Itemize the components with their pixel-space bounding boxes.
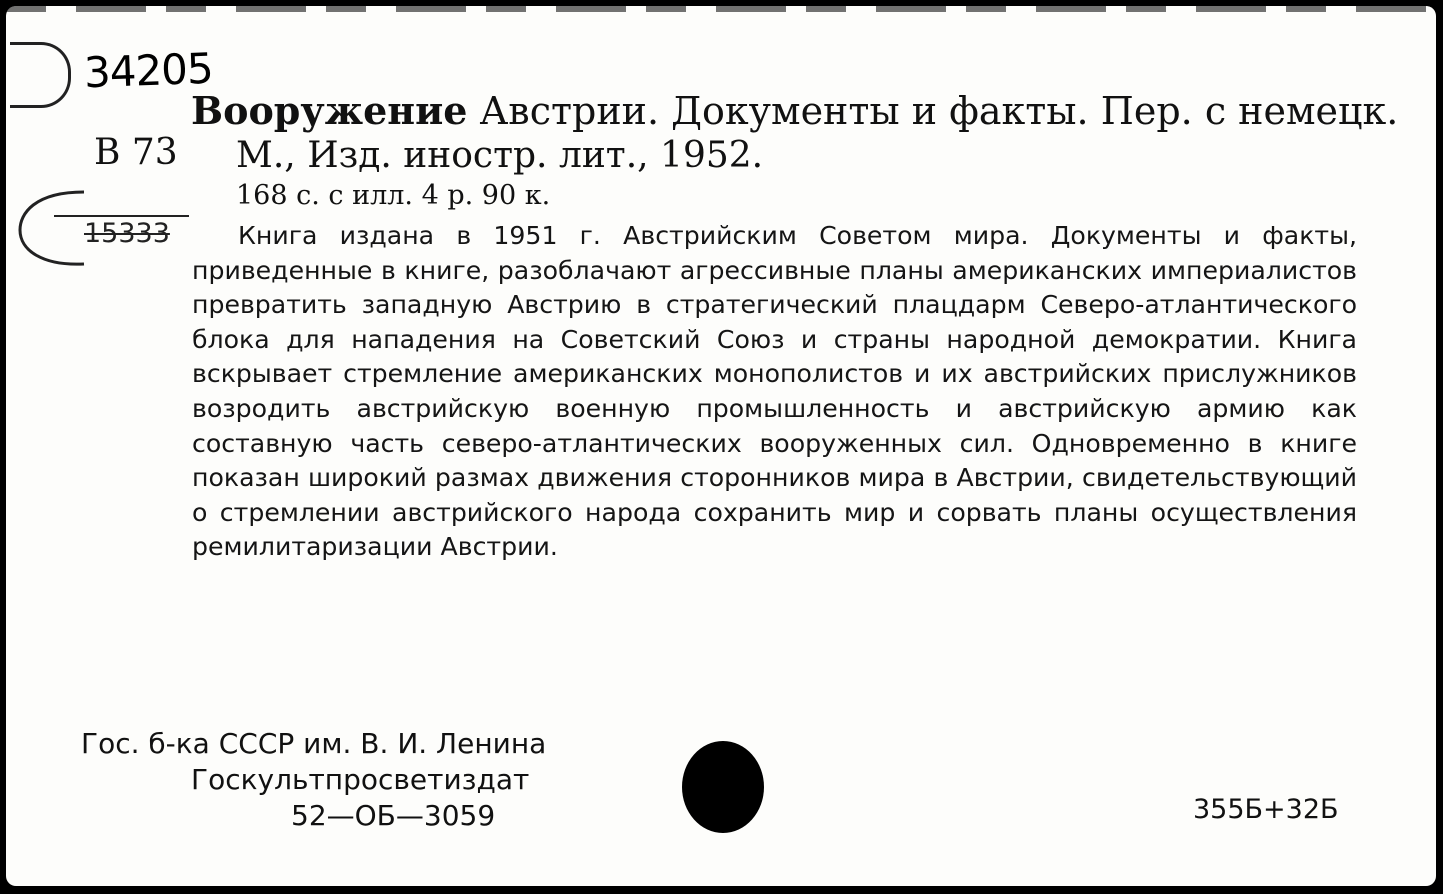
stamp-number: 15333 [84, 218, 170, 249]
publisher: Госкультпросветиздат [191, 763, 530, 796]
handwritten-d-mark [10, 42, 71, 108]
title-heading-word: Вооружение [191, 88, 468, 133]
punch-hole [682, 741, 764, 833]
title-rest: Австрии. Документы и факты. Пер. с немецк. [467, 89, 1399, 133]
library-name: Гос. б-ка СССР им. В. И. Ленина [81, 727, 547, 760]
imprint: М., Изд. иностр. лит., 1952. [236, 135, 764, 176]
handwritten-number: 34205 [83, 43, 214, 98]
pages-price: 168 с. с илл. 4 р. 90 к. [236, 180, 551, 211]
classification-code: В 73 [94, 132, 178, 173]
shelf-mark: 355Б+32Б [1193, 794, 1339, 825]
book-title [191, 88, 1398, 134]
library-info [81, 726, 546, 834]
card-number: 52—ОБ—3059 [291, 799, 496, 832]
catalog-card [6, 6, 1436, 886]
annotation: Книга издана в 1951 г. Австрийским Советом мира. Документы и факты, приведенные в книге, разоблачают агрессивные планы американских империалистов превратить западную Австрию в стратегический плацдарм Северо-атлантического блока для нападения на Советский Союз и страны народной демократии. Книга вскрывает стремление американских монополистов и их австрийских прислужников возродить австрийскую военную промышленность и австрийскую армию как составную часть северо-атлантических вооруженных сил. Одновременно в книге показан широкий размах движения сторонников мира в Австрии, свидетельствующий о стремлении австрийского народа сохранить мир и сорвать планы осуществления ремилитаризации Австрии. [192, 221, 1357, 562]
